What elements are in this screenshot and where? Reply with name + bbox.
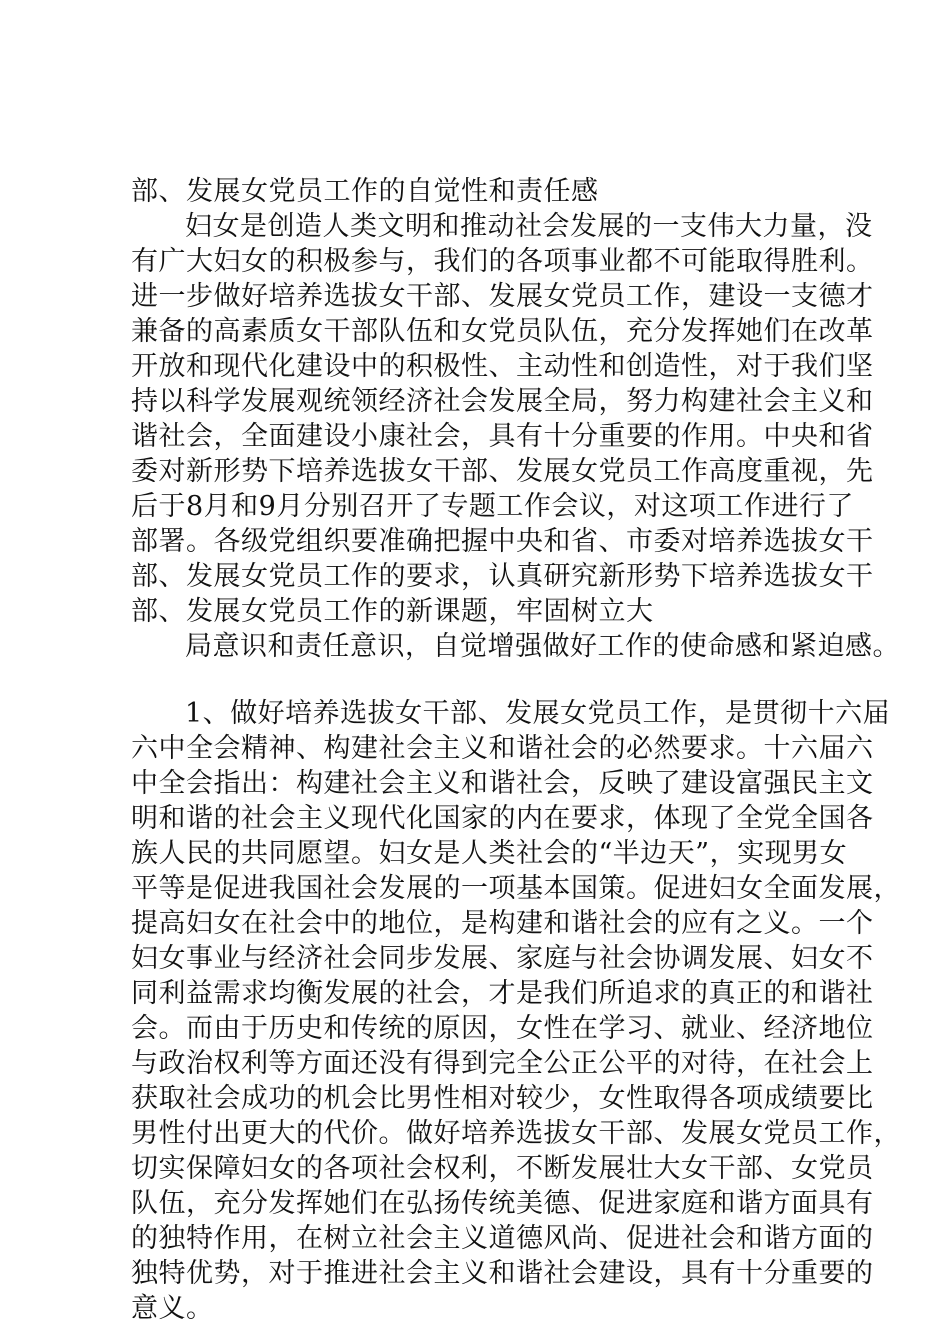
- text-line: 六中全会精神、构建社会主义和谐社会的必然要求。十六届六: [131, 733, 874, 764]
- text-line: 独特优势，对于推进社会主义和谐社会建设，具有十分重要的: [131, 1258, 874, 1289]
- text-line: 队伍，充分发挥她们在弘扬传统美德、促进家庭和谐方面具有: [131, 1188, 874, 1219]
- text-line: 部署。各级党组织要准确把握中央和省、市委对培养选拔女干: [131, 526, 874, 557]
- text-line: 平等是促进我国社会发展的一项基本国策。促进妇女全面发展，: [131, 873, 901, 904]
- text-line: 谐社会，全面建设小康社会，具有十分重要的作用。中央和省: [131, 421, 874, 452]
- text-line: 获取社会成功的机会比男性相对较少，女性取得各项成绩要比: [131, 1083, 874, 1114]
- text-line: 进一步做好培养选拔女干部、发展女党员工作，建设一支德才: [131, 281, 874, 312]
- text-line: 部、发展女党员工作的自觉性和责任感: [131, 176, 599, 207]
- text-line: 提高妇女在社会中的地位，是构建和谐社会的应有之义。一个: [131, 908, 874, 939]
- text-line: 部、发展女党员工作的要求，认真研究新形势下培养选拔女干: [131, 561, 874, 592]
- text-line: 族人民的共同愿望。妇女是人类社会的“半边天”，实现男女: [131, 838, 848, 869]
- text-line: 同利益需求均衡发展的社会，才是我们所追求的真正的和谐社: [131, 978, 874, 1009]
- text-line: 后于8月和9月分别召开了专题工作会议，对这项工作进行了: [131, 491, 854, 522]
- text-line: 切实保障妇女的各项社会权利，不断发展壮大女干部、女党员: [131, 1153, 874, 1184]
- text-line: 兼备的高素质女干部队伍和女党员队伍，充分发挥她们在改革: [131, 316, 874, 347]
- text-line: 会。而由于历史和传统的原因，女性在学习、就业、经济地位: [131, 1013, 874, 1044]
- text-line: 意义。: [131, 1293, 214, 1324]
- text-line: 持以科学发展观统领经济社会发展全局，努力构建社会主义和: [131, 386, 874, 417]
- text-line: 开放和现代化建设中的积极性、主动性和创造性，对于我们坚: [131, 351, 874, 382]
- text-line: 1、做好培养选拔女干部、发展女党员工作，是贯彻十六届: [185, 698, 891, 729]
- text-line: 有广大妇女的积极参与，我们的各项事业都不可能取得胜利。: [131, 246, 874, 277]
- text-line: 与政治权利等方面还没有得到完全公正公平的对待，在社会上: [131, 1048, 874, 1079]
- text-line: 妇女事业与经济社会同步发展、家庭与社会协调发展、妇女不: [131, 943, 874, 974]
- text-line: 明和谐的社会主义现代化国家的内在要求，体现了全党全国各: [131, 803, 874, 834]
- text-line: 局意识和责任意识，自觉增强做好工作的使命感和紧迫感。: [185, 631, 900, 662]
- text-line: 妇女是创造人类文明和推动社会发展的一支伟大力量，没: [185, 211, 873, 242]
- text-line: 的独特作用，在树立社会主义道德风尚、促进社会和谐方面的: [131, 1223, 874, 1254]
- text-line: 委对新形势下培养选拔女干部、发展女党员工作高度重视，先: [131, 456, 874, 487]
- text-line: 中全会指出：构建社会主义和谐社会，反映了建设富强民主文: [131, 768, 874, 799]
- text-line: 男性付出更大的代价。做好培养选拔女干部、发展女党员工作，: [131, 1118, 901, 1149]
- text-line: 部、发展女党员工作的新课题，牢固树立大: [131, 596, 654, 627]
